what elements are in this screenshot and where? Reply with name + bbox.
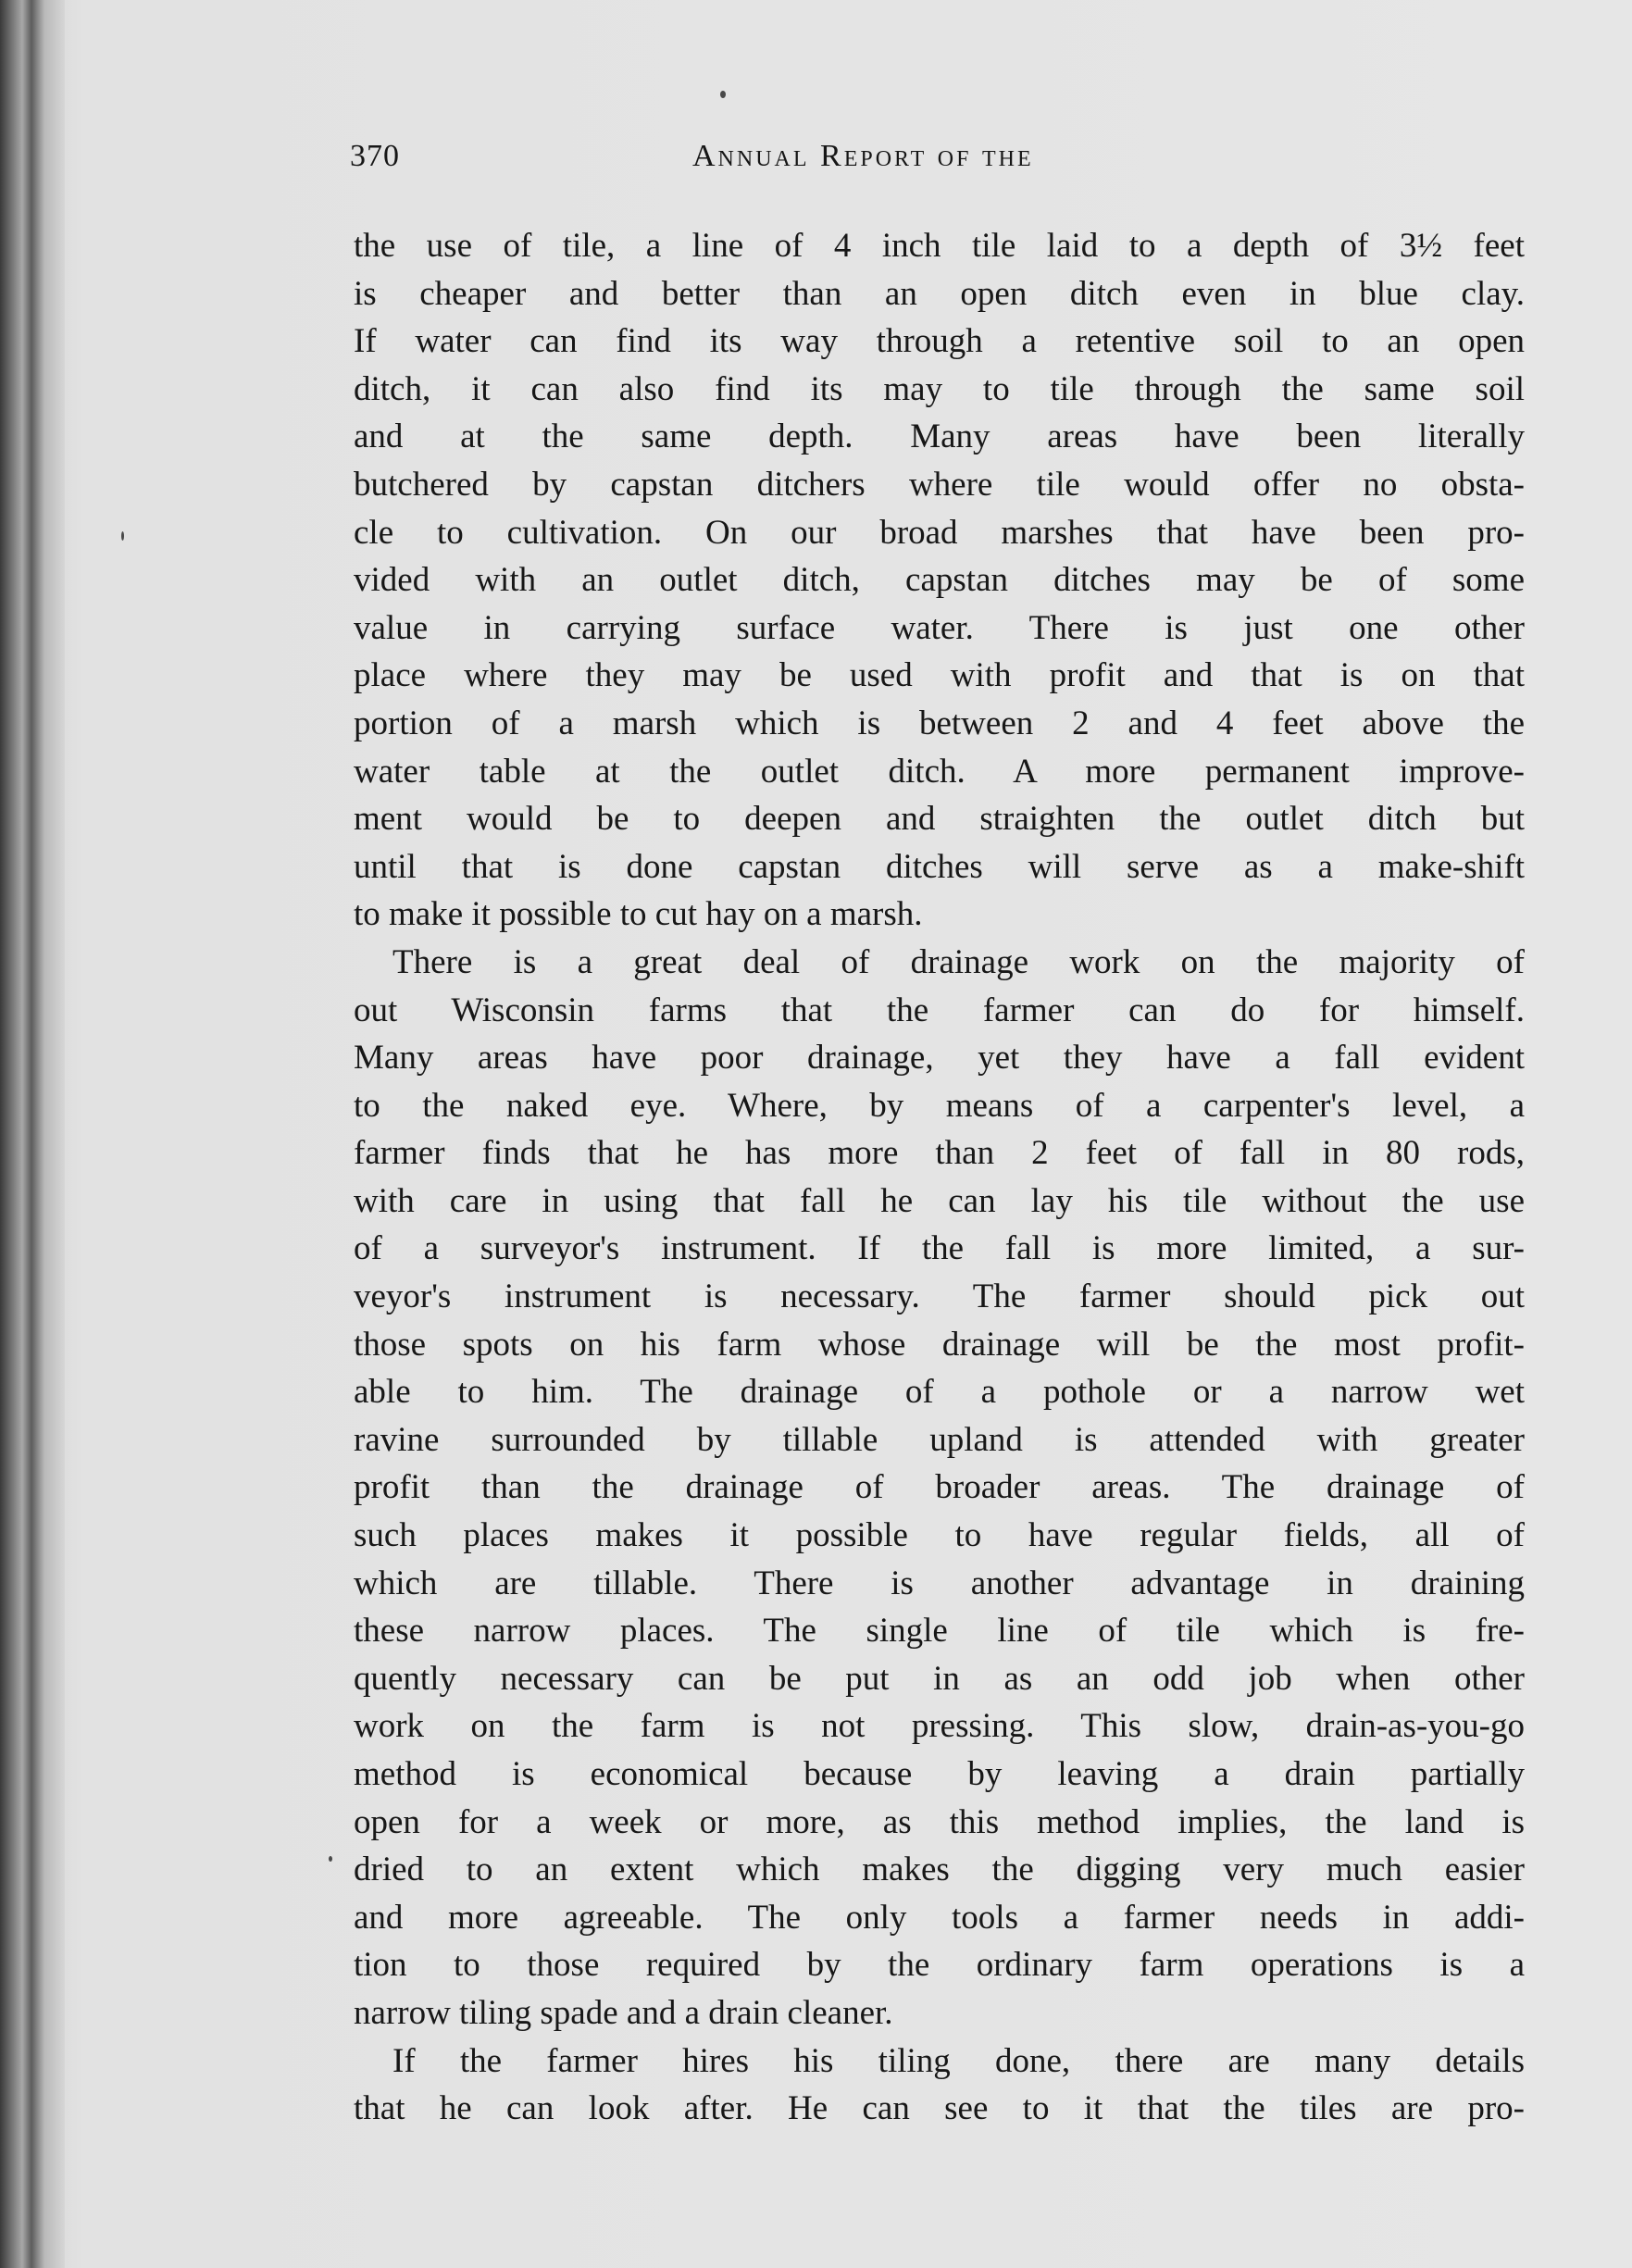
ink-speck [720, 91, 726, 98]
text-line: quently necessary can be put in as an odd job when other [354, 1659, 1525, 1698]
text-line: ment would be to deepen and straighten the outlet ditch but [354, 800, 1525, 839]
text-line: with care in using that fall he can lay his tile without the use [354, 1181, 1525, 1220]
ink-speck [121, 531, 124, 541]
text-line: these narrow places. The single line of tile which is fre- [354, 1612, 1525, 1651]
text-line: tion to those required by the ordinary farm operations is a [354, 1946, 1525, 1985]
text-line: value in carrying surface water. There is just one other [354, 608, 1525, 647]
text-line: to make it possible to cut hay on a marsh. [354, 895, 923, 934]
book-binding-edge [0, 0, 65, 2268]
text-line: method is economical because by leaving a drain partially [354, 1755, 1525, 1793]
text-line: ditch, it can also find its may to tile through the same soil [354, 369, 1525, 408]
text-line: those spots on his farm whose drainage will be the most profit- [354, 1325, 1525, 1364]
text-line: and more agreeable. The only tools a farmer needs in addi- [354, 1898, 1525, 1937]
running-title: Annual Report of the [692, 139, 1034, 173]
text-line: profit than the drainage of broader areas. The drainage of [354, 1468, 1525, 1507]
text-line: butchered by capstan ditchers where tile would offer no obsta- [354, 465, 1525, 504]
text-line: open for a week or more, as this method implies, the land is [354, 1802, 1525, 1841]
text-line: work on the farm is not pressing. This slow, drain-as-you-go [354, 1707, 1525, 1746]
text-line: until that is done capstan ditches will serve as a make-shift [354, 847, 1525, 886]
text-line: to the naked eye. Where, by means of a carpenter's level, a [354, 1086, 1525, 1125]
text-line: If water can find its way through a retentive soil to an open [354, 322, 1525, 361]
text-line: dried to an extent which makes the digging very much easier [354, 1851, 1525, 1889]
body-text [354, 222, 1525, 2133]
text-line: ravine surrounded by tillable upland is attended with greater [354, 1420, 1525, 1459]
text-line: able to him. The drainage of a pothole or a narrow wet [354, 1373, 1525, 1412]
text-line: vided with an outlet ditch, capstan ditches may be of some [354, 561, 1525, 600]
running-header [350, 139, 1461, 185]
text-line: out Wisconsin farms that the farmer can do for himself. [354, 991, 1525, 1029]
text-line: portion of a marsh which is between 2 and 4 feet above the [354, 704, 1525, 742]
text-line: place where they may be used with profit and that is on that [354, 656, 1525, 695]
text-line: cle to cultivation. On our broad marshes that have been pro- [354, 513, 1525, 552]
text-line: farmer finds that he has more than 2 feet of fall in 80 rods, [354, 1134, 1525, 1173]
text-line: which are tillable. There is another advantage in draining [354, 1564, 1525, 1602]
text-line: that he can look after. He can see to it that the tiles are pro- [354, 2089, 1525, 2128]
ink-speck [329, 1856, 332, 1862]
text-line: veyor's instrument is necessary. The farmer should pick out [354, 1277, 1525, 1316]
page-number: 370 [350, 139, 400, 173]
text-line: of a surveyor's instrument. If the fall is more limited, a sur- [354, 1229, 1525, 1268]
paragraph-start-line: If the farmer hires his tiling done, there are many details [392, 2041, 1525, 2080]
paragraph-start-line: There is a great deal of drainage work on the majority of [392, 942, 1525, 981]
text-line: Many areas have poor drainage, yet they have a fall evident [354, 1039, 1525, 1078]
text-line: is cheaper and better than an open ditch even in blue clay. [354, 274, 1525, 313]
text-line: narrow tiling spade and a drain cleaner. [354, 1993, 893, 2032]
text-line: such places makes it possible to have regular fields, all of [354, 1516, 1525, 1555]
text-line: the use of tile, a line of 4 inch tile laid to a depth of 3½ feet [354, 227, 1525, 265]
text-line: water table at the outlet ditch. A more permanent improve- [354, 752, 1525, 791]
text-line: and at the same depth. Many areas have been literally [354, 417, 1525, 456]
